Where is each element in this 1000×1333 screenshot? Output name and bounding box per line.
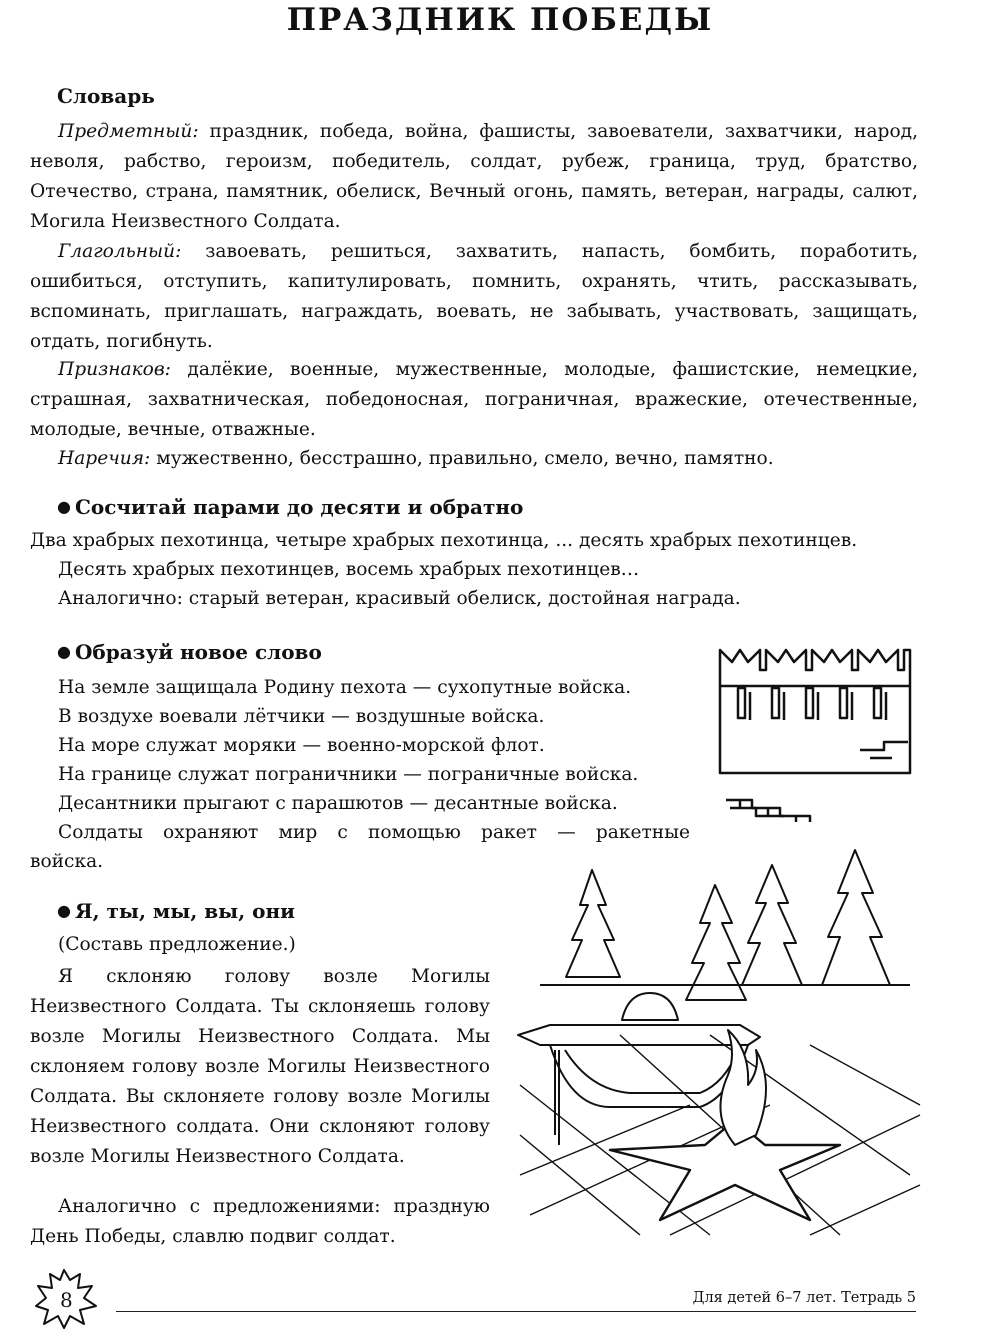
vocabulary-subject-text: праздник, победа, война, фашисты, завоеватели, захватчики, народ, неволя, рабство, героизм, победитель, солдат, рубеж, граница, труд, братство, Отечество, страна, памятник, обелиск, Вечный огонь, память, ветеран, награды, салют, Могила Неизвестного Солдата. [30, 121, 918, 232]
new-word-line: войска. [30, 851, 104, 872]
page-title: ПРАЗДНИК ПОБЕДЫ [286, 2, 714, 38]
vocabulary-attribute-paragraph [30, 355, 918, 445]
new-word-line: Солдаты охраняют мир с помощью ракет — ракетные [58, 822, 690, 843]
kremlin-wall-illustration [710, 640, 920, 830]
pronouns-instruction: (Составь предложение.) [58, 934, 296, 955]
fir-tree-icon [822, 850, 890, 985]
pronouns-heading-text: Я, ты, мы, вы, они [74, 899, 295, 923]
bullet-icon: ● [57, 901, 71, 920]
bullet-icon: ● [57, 497, 71, 516]
vocabulary-verb-label: Глагольный: [58, 241, 182, 262]
pronouns-analog-paragraph: Аналогично с предложениями: праздную День Победы, славлю подвиг солдат. [30, 1196, 490, 1247]
vocabulary-heading: Словарь [57, 84, 155, 108]
new-word-line: Десантники прыгают с парашютов — десантные войска. [58, 793, 618, 814]
bullet-icon: ● [57, 642, 71, 661]
page-number: 8 [60, 1288, 73, 1312]
vocabulary-adverb-label: Наречия: [58, 448, 151, 469]
vocabulary-adverb-text: мужественно, бесстрашно, правильно, смело, вечно, памятно. [150, 448, 774, 469]
new-word-line: На море служат моряки — военно-морской флот. [58, 735, 545, 756]
fir-tree-icon [566, 870, 620, 977]
pronouns-heading [57, 899, 295, 923]
vocabulary-verb-text: завоевать, решиться, захватить, напасть, бомбить, поработить, ошибиться, отступить, капитулировать, помнить, охранять, чтить, рассказывать, вспоминать, приглашать, награждать, воевать, не забывать, участвовать, защищать, отдать, погибнуть. [30, 241, 918, 352]
count-pairs-line: Два храбрых пехотинца, четыре храбрых пехотинца, ... десять храбрых пехотинцев. [30, 530, 858, 551]
new-word-heading [57, 640, 322, 664]
vocabulary-attribute-label: Признаков: [58, 359, 171, 380]
footer-note: Для детей 6–7 лет. Тетрадь 5 [692, 1290, 916, 1306]
footer-divider [116, 1311, 916, 1312]
count-pairs-lines [30, 526, 857, 613]
helmet-icon [622, 993, 678, 1020]
count-pairs-line: Аналогично: старый ветеран, красивый обелиск, достойная награда. [58, 588, 741, 609]
fir-tree-icon [742, 865, 802, 985]
count-pairs-heading [57, 495, 523, 519]
eternal-flame-illustration [510, 845, 930, 1245]
count-pairs-line: Десять храбрых пехотинцев, восемь храбрых пехотинцев… [58, 559, 640, 580]
vocabulary-attribute-text: далёкие, военные, мужественные, молодые, фашистские, немецкие, страшная, захватническая, победоносная, пограничная, вражеские, отечественные, молодые, вечные, отважные. [30, 359, 918, 440]
vocabulary-verb-paragraph [30, 237, 918, 357]
new-word-line: На земле защищала Родину пехота — сухопутные войска. [58, 677, 632, 698]
count-pairs-heading-text: Сосчитай парами до десяти и обратно [74, 495, 524, 519]
new-word-line: На границе служат пограничники — пограничные войска. [58, 764, 639, 785]
fir-tree-icon [686, 885, 746, 1000]
vocabulary-subject-label: Предметный: [58, 121, 199, 142]
vocabulary-subject-paragraph [30, 117, 918, 237]
pronouns-paragraph: Я склоняю голову возле Могилы Неизвестного Солдата. Ты склоняешь голову возле Могилы Неизвестного Солдата. Мы склоняем голову возле Могилы Неизвестного Солдата. Вы склоняете голову возле Могилы Неизвестного солдата. Они склоняют голову возле Могилы Неизвестного Солдата. [30, 966, 490, 1167]
new-word-heading-text: Образуй новое слово [74, 640, 322, 664]
vocabulary-adverb-paragraph [30, 444, 918, 474]
new-word-line: В воздухе воевали лётчики — воздушные войска. [58, 706, 545, 727]
